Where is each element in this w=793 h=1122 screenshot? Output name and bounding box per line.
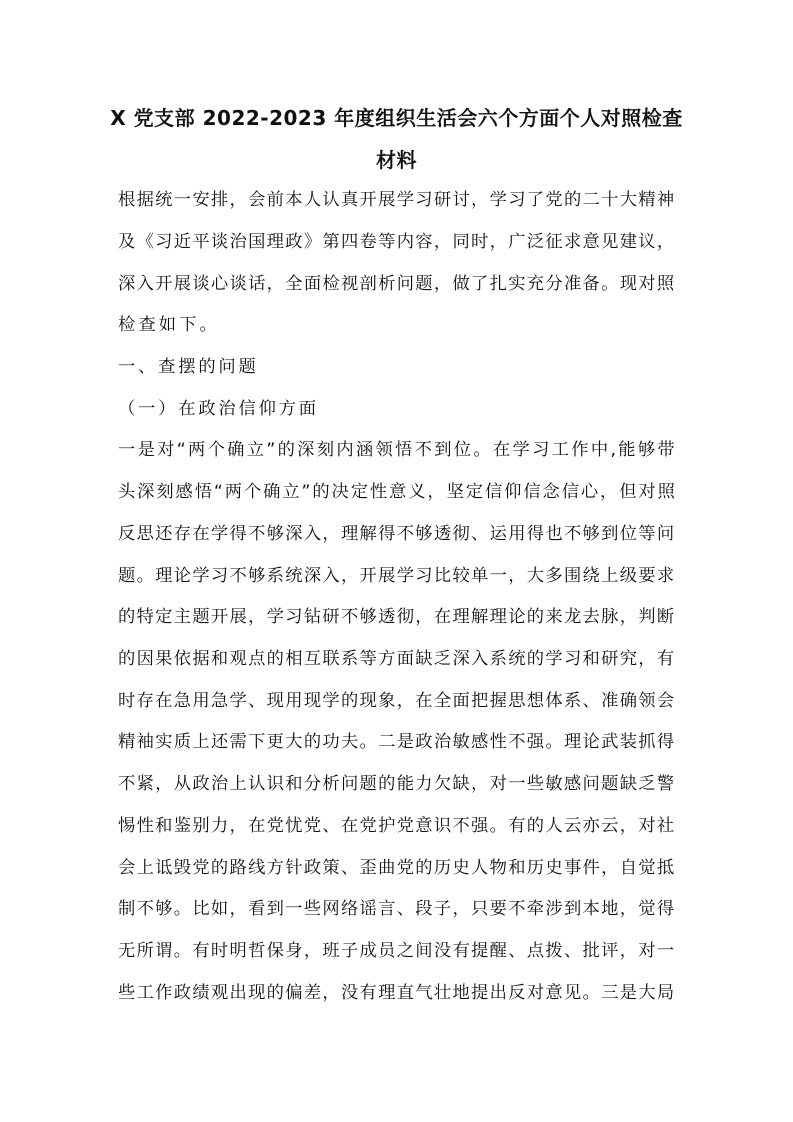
section-heading: 一、查摆的问题 <box>118 357 259 377</box>
paragraph-line: 及《习近平谈治国理政》第四卷等内容，同时，广泛征求意见建议， <box>118 232 676 252</box>
paragraph-line: 不紧，从政治上认识和分析问题的能力欠缺，对一些敏感问题缺乏警 <box>118 774 676 794</box>
document-title-line-2: 材料 <box>376 148 417 172</box>
subsection-heading: （一）在政治信仰方面 <box>118 399 319 419</box>
paragraph-line: 无所谓。有时明哲保身，班子成员之间没有提醒、点拨、批评，对一 <box>118 941 676 961</box>
paragraph-line: 精袖实质上还需下更大的功夫。二是政治敏感性不强。理论武装抓得 <box>118 732 676 752</box>
paragraph-line: 头深刻感悟“两个确立”的决定性意义，坚定信仰信念信心，但对照 <box>118 482 677 502</box>
paragraph-line: 一是对“两个确立”的深刻内涵领悟不到位。在学习工作中,能够带 <box>118 440 677 460</box>
paragraph-line: 反思还存在学得不够深入，理解得不够透彻、运用得也不够到位等问 <box>118 524 676 544</box>
paragraph-line: 制不够。比如，看到一些网络谣言、段子，只要不牵涉到本地，觉得 <box>118 899 676 919</box>
paragraph-line: 的因果依据和观点的相互联系等方面缺乏深入系统的学习和研究，有 <box>118 649 676 669</box>
paragraph-line: 会上诋毁党的路线方针政策、歪曲党的历史人物和历史事件，自觉抵 <box>118 858 676 878</box>
document-title-line-1: X 党支部 2022-2023 年度组织生活会六个方面个人对照检查 <box>110 106 683 130</box>
paragraph-line: 时存在急用急学、现用现学的现象，在全面把握思想体系、准确领会 <box>118 691 676 711</box>
paragraph-line: 根据统一安排，会前本人认真开展学习研讨，学习了党的二十大精神 <box>118 190 676 210</box>
paragraph-line: 检查如下。 <box>118 315 220 335</box>
paragraph-line: 的特定主题开展，学习钻研不够透彻，在理解理论的来龙去脉，判断 <box>118 607 676 627</box>
paragraph-line: 深入开展谈心谈话，全面检视剖析问题，做了扎实充分准备。现对照 <box>118 274 676 294</box>
paragraph-line: 惕性和鉴别力，在党忧党、在党护党意识不强。有的人云亦云，对社 <box>118 816 676 836</box>
paragraph-line: 些工作政绩观出现的偏差，没有理直气壮地提出反对意见。三是大局 <box>118 983 676 1003</box>
paragraph-line: 题。理论学习不够系统深入，开展学习比较单一，大多围绕上级要求 <box>118 566 676 586</box>
